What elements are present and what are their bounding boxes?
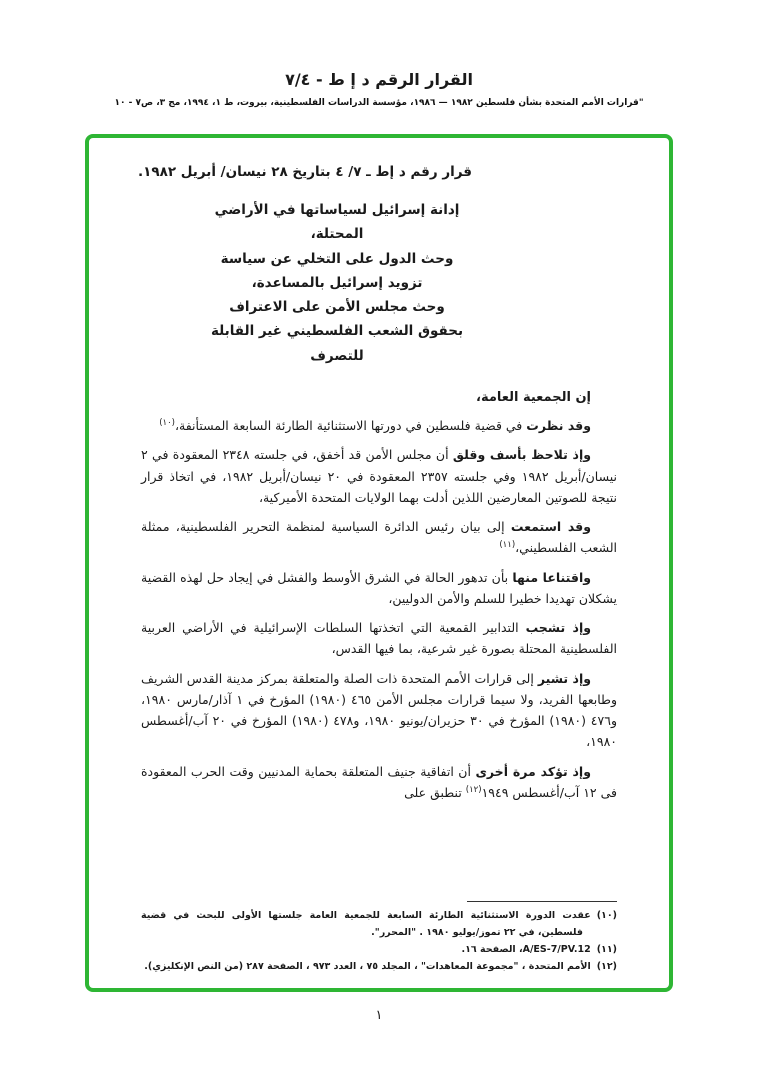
paragraph xyxy=(141,567,617,610)
paragraph xyxy=(141,415,617,436)
paragraph-text: في قضية فلسطين في دورتها الاستثنائية الطارئة السابعة المستأنفة، xyxy=(174,418,527,434)
footnotes-section xyxy=(141,901,617,976)
salutation: إن الجمعية العامة، xyxy=(476,390,591,406)
footnote-ref: (١٢) xyxy=(465,784,482,795)
paragraph xyxy=(141,761,617,804)
footnote-ref: (١٠) xyxy=(159,417,175,428)
paragraph-lead: وقد نظرت xyxy=(526,418,591,434)
resolution-title-line: وحث الدول على التخلي عن سياسة xyxy=(220,250,454,267)
paragraph-text: تنطبق على xyxy=(404,784,466,800)
footnote-ref: (١١) xyxy=(499,540,516,551)
paragraph-text: أن اتفاقية جنيف المتعلقة بحماية المدنيين وقت الحرب المعقودة فى ١٢ آب/أغسطس ١٩٤٩ xyxy=(141,763,617,800)
paragraph-lead: واقتناعا منها xyxy=(512,569,591,585)
resolution-title-block xyxy=(202,198,472,368)
resolution-title-line: تزويد إسرائيل بالمساعدة، xyxy=(251,274,423,291)
footnote xyxy=(141,942,617,958)
resolution-title-line: إدانة إسرائيل لسياساتها في الأراضي المحتلة، xyxy=(214,202,460,243)
footnote-number: (١٢) xyxy=(596,960,617,972)
paragraph-lead: وإذ تشير xyxy=(537,670,591,686)
paragraph xyxy=(141,444,617,508)
paragraph xyxy=(141,516,617,559)
footnote-number: (١١) xyxy=(596,943,617,955)
footnote-text: عقدت الدورة الاستثنائية الطارئة السابعة للجمعية العامة جلستها الأولى للبحث في قضية فلسطين، في ٢٢ تموز/يوليو ١٩٨٠ . "المحرر". xyxy=(141,910,591,938)
paragraph xyxy=(141,668,617,753)
paragraph-lead: وإذ تؤكد مرة أخرى xyxy=(475,763,591,779)
paragraph xyxy=(141,617,617,660)
footnote xyxy=(141,959,617,975)
paragraph-text: بأن تدهور الحالة في الشرق الأوسط والفشل في إيجاد حل لهذه القضية يشكلان تهديدا خطيرا للسلم والأمن الدوليين، xyxy=(141,569,617,606)
paragraph-text: إلى قرارات الأمم المتحدة ذات الصلة والمتعلقة بمركز مدينة القدس الشريف وطابعها الفريد، ولا سيما قرارات مجلس الأمن ٤٦٥ (١٩٨٠) المؤرخ في ١ آذار/مارس ١٩٨٠، و٤٧٦ (١٩٨٠) المؤرخ في ٣٠ حزيران/يونيو ١٩٨٠، و٤٧٨ (١٩٨٠) المؤرخ في ٢٠ آب/أغسطس ١٩٨٠، xyxy=(141,670,617,750)
footnote xyxy=(141,908,617,940)
paragraph-lead: وإذ تشجب xyxy=(525,620,592,636)
resolution-heading: قرار رقم د إط ـ ٧/ ٤ بتاريخ ٢٨ نيسان/ أبريل ١٩٨٢. xyxy=(137,164,472,180)
resolution-title-line: بحقوق الشعب الفلسطيني غير القابلة للتصرف xyxy=(210,323,464,364)
paragraph-text: أن مجلس الأمن قد أخفق، في جلسته ٢٣٤٨ المعقودة في ٢ نيسان/أبريل ١٩٨٢ وفي جلسته ٢٣٥٧ المعقودة في ٢٠ نيسان/أبريل ١٩٨٢، في اتخاذ قرار نتيجة للصوتين المعارضين اللذين أدلت بهما الولايات المتحدة الأميركية، xyxy=(141,447,618,505)
paragraph-lead: وقد استمعت xyxy=(510,519,592,535)
footnote-text: A/ES-7/PV.12، الصفحة ١٦. xyxy=(461,943,591,955)
footnote-number: (١٠) xyxy=(596,910,617,922)
paragraph-text: التدابير القمعية التي اتخذتها السلطات الإسرائيلية في الأراضي العربية الفلسطينية المحتلة بصورة غير شرعية، بما فيها القدس، xyxy=(141,620,617,657)
footnote-separator xyxy=(467,901,617,902)
paragraph-text: إلى بيان رئيس الدائرة السياسية لمنظمة التحرير الفلسطينية، ممثلة الشعب الفلسطيني، xyxy=(141,519,617,556)
page-number: ١ xyxy=(375,1008,383,1023)
paragraph-lead: وإذ تلاحظ بأسف وقلق xyxy=(452,447,591,463)
green-annotation-border xyxy=(85,134,673,992)
page-title: القرار الرقم د إ ط - ٧/٤ xyxy=(285,70,473,89)
source-citation-line: "قرارات الأمم المتحدة بشأن فلسطين ١٩٨٢ — ١٩٨٦، مؤسسة الدراسات الفلسطينية، بيروت، ط ١، ١٩٩٤، مج ٣، ص٧ - ١٠ xyxy=(114,98,644,108)
resolution-title-line: وحث مجلس الأمن على الاعتراف xyxy=(229,299,445,316)
footnote-text: الأمم المتحدة ، "مجموعة المعاهدات" ، المجلد ٧٥ ، العدد ٩٧٣ ، الصفحة ٢٨٧ (من النص الإنكليزي). xyxy=(144,960,591,972)
